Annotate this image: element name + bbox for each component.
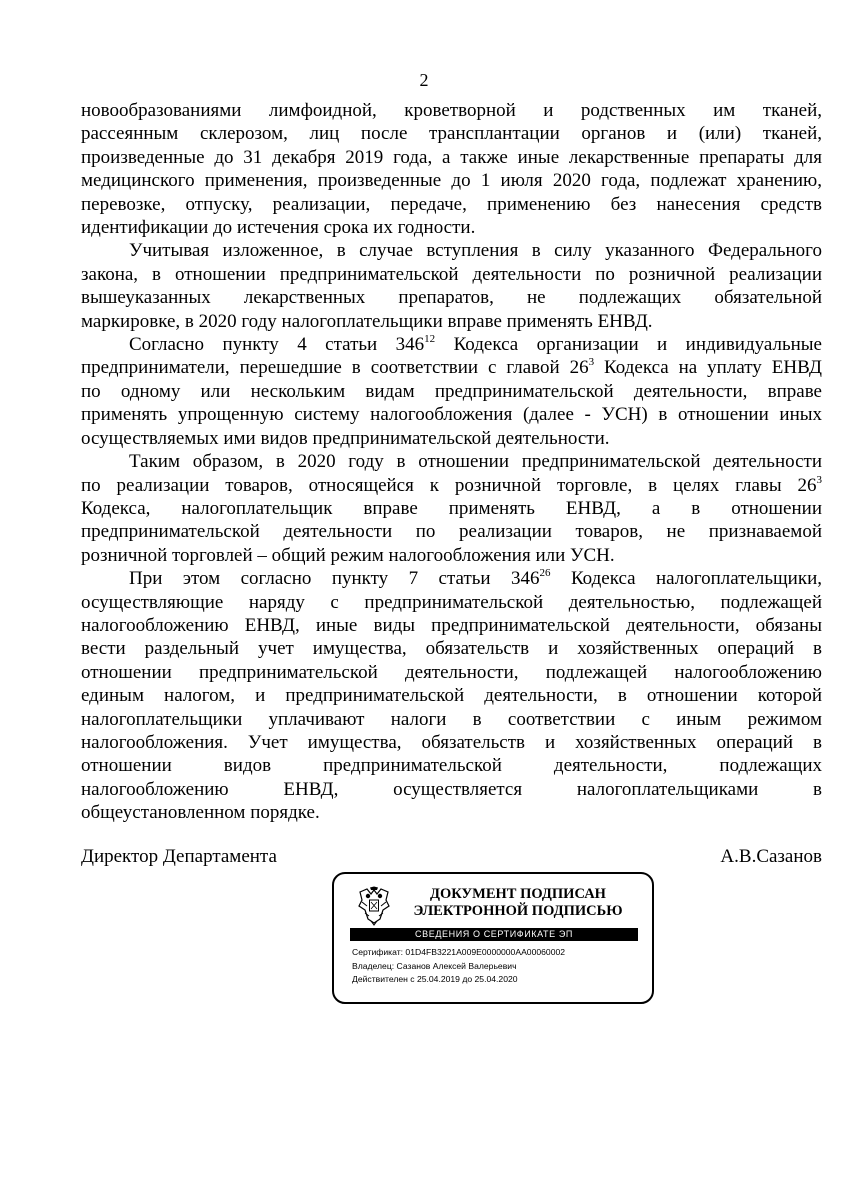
text-line: Согласно пункту 4 статьи $346^{12}$ Кодекса организации и индивидуальные xyxy=(129,333,822,356)
text-line: перевозке, отпуску, реализации, передаче, применению без нанесения средств xyxy=(81,193,822,215)
superscript: 3 xyxy=(588,356,595,369)
text-line: произведенные до 31 декабря 2019 года, а также иные лекарственные препараты для xyxy=(81,146,822,168)
text-line: налогообложения. Учет имущества, обязательств и хозяйственных операций в xyxy=(81,731,822,753)
coat-of-arms-icon xyxy=(356,886,392,926)
text-line: осуществляемых ими видов предпринимательской деятельности. xyxy=(81,427,610,449)
certificate-owner: Владелец: Сазанов Алексей Валерьевич xyxy=(352,960,517,971)
text-line: Учитывая изложенное, в случае вступления в силу указанного Федерального xyxy=(129,240,822,262)
signer-name: А.В.Сазанов xyxy=(720,846,822,867)
text-line: предприниматели, перешедшие в соответствии с главой $26^3$ Кодекса на уплату ЕНВД xyxy=(81,356,822,379)
certificate-details xyxy=(352,946,565,987)
text-line: При этом согласно пункту 7 статьи $346^{26}$ Кодекса налогоплательщики, xyxy=(129,567,822,590)
text-line: единым налогом, и предпринимательской деятельности, в отношении которой xyxy=(81,685,822,707)
signer-position: Директор Департамента xyxy=(81,846,277,867)
certificate-validity: Действителен с 25.04.2019 до 25.04.2020 xyxy=(352,974,518,984)
text-line: маркировке, в 2020 году налогоплательщики вправе применять ЕНВД. xyxy=(81,310,653,332)
text-line: медицинского применения, произведенные до 1 июля 2020 года, подлежат хранению, xyxy=(81,170,822,192)
stamp-title-line2: ЭЛЕКТРОННОЙ ПОДПИСЬЮ xyxy=(413,903,623,919)
text-line: отношении видов предпринимательской деятельности, подлежащих xyxy=(81,755,822,777)
text-line: розничной торговлей – общий режим налогообложения или УСН. xyxy=(81,544,615,566)
text-line: налогоплательщики уплачивают налоги в соответствии с иным режимом xyxy=(81,708,822,730)
stamp-title xyxy=(396,886,640,920)
text-line: налогообложению ЕНВД, осуществляется налогоплательщиками в xyxy=(81,778,822,800)
text-line: налогообложению ЕНВД, иные виды предпринимательской деятельности, обязаны xyxy=(81,614,822,636)
text-line: осуществляющие наряду с предпринимательской деятельностью, подлежащей xyxy=(81,591,822,613)
text-line: Таким образом, в 2020 году в отношении предпринимательской деятельности xyxy=(129,451,822,473)
text-line: общеустановленном порядке. xyxy=(81,802,320,824)
text-line: применять упрощенную систему налогообложения (далее - УСН) в отношении иных xyxy=(81,404,822,426)
text-line: закона, в отношении предпринимательской деятельности по розничной реализации xyxy=(81,263,822,285)
text-line: отношении предпринимательской деятельности, подлежащей налогообложению xyxy=(81,661,822,683)
text-line: вышеуказанных лекарственных препаратов, не подлежащих обязательной xyxy=(81,287,822,309)
text-line: по одному или нескольким видам предпринимательской деятельности, вправе xyxy=(81,380,822,402)
text-line: новообразованиями лимфоидной, кроветворной и родственных им тканей, xyxy=(81,100,822,121)
superscript: 12 xyxy=(424,333,436,346)
superscript: 26 xyxy=(539,567,551,580)
page-number: 2 xyxy=(419,70,429,90)
text-line: идентификации до истечения срока их годности. xyxy=(81,217,476,239)
text-line: по реализации товаров, относящейся к розничной торговле, в целях главы $26^3$ xyxy=(81,473,822,496)
text-line: вести раздельный учет имущества, обязательств и хозяйственных операций в xyxy=(81,638,822,660)
electronic-signature-stamp xyxy=(332,872,654,1004)
text-line: Кодекса, налогоплательщик вправе применять ЕНВД, а в отношении xyxy=(81,497,822,519)
certificate-number: Сертификат: 01D4FB3221A009E0000000AA00060002 xyxy=(352,947,566,957)
certificate-info-bar: СВЕДЕНИЯ О СЕРТИФИКАТЕ ЭП xyxy=(350,928,638,941)
superscript: 3 xyxy=(816,473,822,486)
text-line: рассеянным склерозом, лиц после трансплантации органов и (или) тканей, xyxy=(81,123,822,145)
text-line: предпринимательской деятельности по реализации товаров, не признаваемой xyxy=(81,521,822,543)
stamp-title-line1: ДОКУМЕНТ ПОДПИСАН xyxy=(430,886,606,902)
letter-body xyxy=(81,99,822,825)
